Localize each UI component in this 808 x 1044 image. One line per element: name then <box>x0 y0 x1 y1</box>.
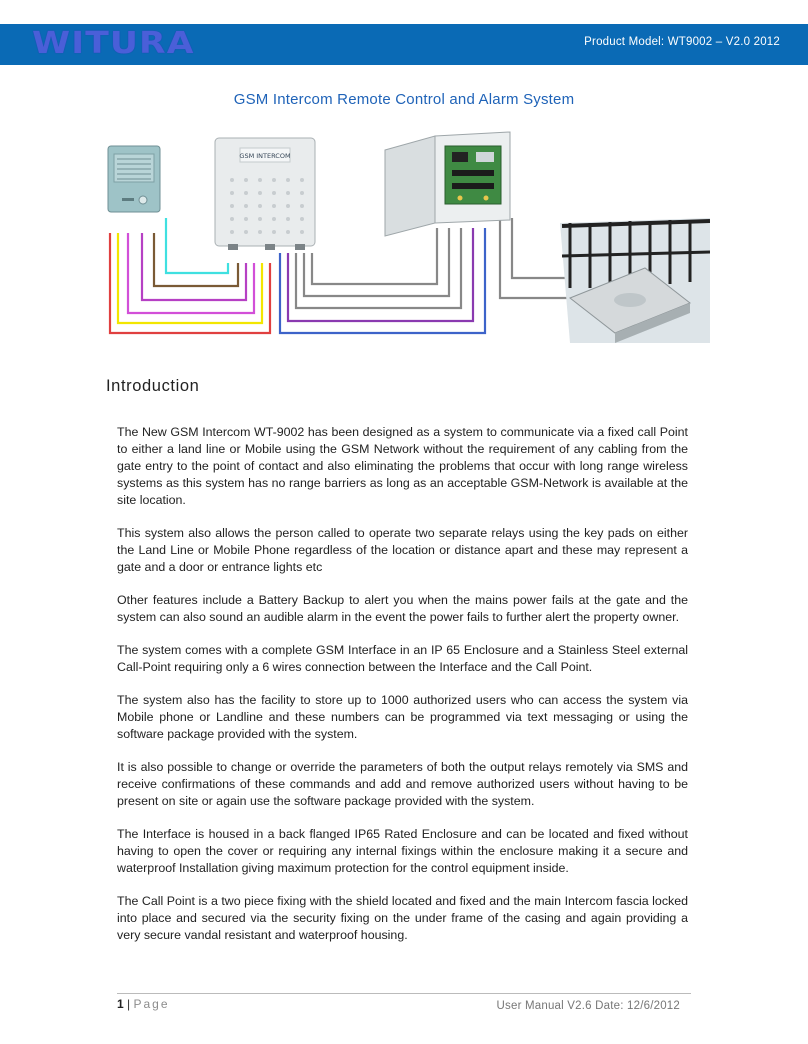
paragraph: The Call Point is a two piece fixing with the shield located and fixed and the main Intercom fascia locked into place and secured via the security fixing on the under frame of the casing and again providing a very secure vandal resistant and waterproof housing. <box>117 894 688 942</box>
controller-enclosure <box>385 132 510 236</box>
page-number-value: 1 <box>117 997 124 1011</box>
device-label: GSM INTERCOM <box>239 152 291 160</box>
manual-version-info: User Manual V2.6 Date: 12/6/2012 <box>496 1000 680 1012</box>
page-word: Page <box>133 997 170 1011</box>
system-illustration <box>100 128 710 343</box>
witura-logo: WITURA <box>32 26 195 61</box>
header-band <box>0 24 808 65</box>
paragraph: This system also allows the person called to operate two separate relays using the key pads on either the Land Line or Mobile Phone regardless of the location or distance apart and these may represent a gate and a door or entrance lights etc <box>117 526 688 574</box>
wiring-diagram <box>110 218 580 333</box>
footer-divider <box>117 993 691 994</box>
paragraph: The Interface is housed in a back flanged IP65 Rated Enclosure and can be located and fixed without having to open the cover or requiring any internal fixings within the enclosure making it a secure and waterproof Installation giving maximum protection for the control equipment inside. <box>117 827 688 875</box>
introduction-body <box>117 424 688 944</box>
page-number <box>117 997 170 1011</box>
page-separator: | <box>123 997 134 1011</box>
document-title: GSM Intercom Remote Control and Alarm System <box>233 91 575 108</box>
paragraph: Other features include a Battery Backup to alert you when the mains power fails at the gate and the system can also sound an audible alarm in the event the power fails to further alert the property owner. <box>117 593 688 624</box>
product-model-label: Product Model: WT9002 – V2.0 2012 <box>584 36 780 48</box>
gsm-interface-box <box>215 138 315 250</box>
section-heading-introduction: Introduction <box>106 377 200 395</box>
paragraph: The system comes with a complete GSM Interface in an IP 65 Enclosure and a Stainless Steel external Call-Point requiring only a 6 wires connection between the Interface and the Call Point. <box>117 643 688 674</box>
paragraph: The New GSM Intercom WT-9002 has been designed as a system to communicate via a fixed call Point to either a land line or Mobile using the GSM Network without the requirement of any cabling from the gate entry to the point of contact and also eliminating the problems that occur with long range wireless systems as this system has no range barriers as long as an acceptable GSM-Network is available at the site location. <box>117 425 688 507</box>
paragraph: It is also possible to change or override the parameters of both the output relays remotely via SMS and receive confirmations of these commands and add and remove authorized users without having to be present on site or again use the software package provided with the system. <box>117 760 688 808</box>
gate-illustration <box>560 218 710 343</box>
call-point-device <box>108 146 160 212</box>
paragraph: The system also has the facility to store up to 1000 authorized users who can access the system via Mobile phone or Landline and these numbers can be programmed via text messaging or using the software package provided with the system. <box>117 693 688 741</box>
